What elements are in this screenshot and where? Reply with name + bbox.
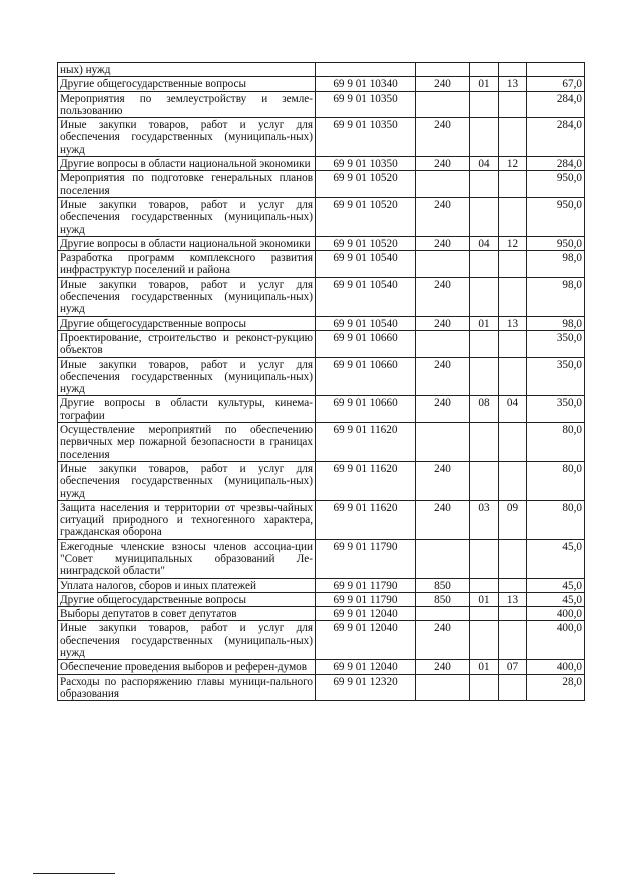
expense-name-cell: Другие общегосударственные вопросы [58,592,316,606]
target-code-cell: 69 9 01 10520 [316,197,416,236]
footnote-rule [33,873,115,874]
expense-type-cell: 240 [416,118,470,157]
expense-name-cell: Другие вопросы в области культуры, кинема-тографии [58,396,316,423]
expense-type-cell [416,171,470,198]
table-row [58,539,585,578]
amount-cell: 400,0 [527,621,585,660]
table-row [58,118,585,157]
table-row [58,357,585,396]
table-row [58,621,585,660]
target-code-cell: 69 9 01 10540 [316,316,416,330]
expense-type-cell [416,91,470,118]
amount-cell: 950,0 [527,197,585,236]
amount-cell: 80,0 [527,423,585,462]
amount-cell: 284,0 [527,118,585,157]
target-code-cell: 69 9 01 10540 [316,277,416,316]
subsection-cell: 13 [499,316,527,330]
expense-type-cell: 240 [416,621,470,660]
expense-type-cell: 240 [416,357,470,396]
subsection-cell [499,357,527,396]
section-cell [470,91,499,118]
subsection-cell [499,91,527,118]
amount-cell: 98,0 [527,316,585,330]
amount-cell: 284,0 [527,157,585,171]
section-cell: 01 [470,660,499,674]
section-cell [470,539,499,578]
subsection-cell: 12 [499,157,527,171]
table-row [58,171,585,198]
subsection-cell: 13 [499,77,527,91]
target-code-cell: 69 9 01 12040 [316,621,416,660]
section-cell [470,621,499,660]
section-cell [470,277,499,316]
amount-cell: 400,0 [527,660,585,674]
subsection-cell [499,171,527,198]
amount-cell: 350,0 [527,396,585,423]
expense-type-cell: 850 [416,578,470,592]
expense-type-cell: 240 [416,197,470,236]
table-row [58,396,585,423]
section-cell: 04 [470,157,499,171]
target-code-cell: 69 9 01 10350 [316,118,416,157]
table-row [58,674,585,701]
table-row [58,423,585,462]
target-code-cell: 69 9 01 11790 [316,592,416,606]
subsection-cell [499,251,527,278]
target-code-cell: 69 9 01 10340 [316,77,416,91]
target-code-cell: 69 9 01 12040 [316,660,416,674]
section-cell: 01 [470,316,499,330]
expense-name-cell: Обеспечение проведения выборов и референ-думов [58,660,316,674]
subsection-cell [499,63,527,77]
amount-cell: 45,0 [527,539,585,578]
section-cell [470,461,499,500]
amount-cell: 950,0 [527,236,585,250]
section-cell: 04 [470,236,499,250]
expense-type-cell [416,251,470,278]
expense-type-cell: 240 [416,660,470,674]
amount-cell: 45,0 [527,578,585,592]
table-row [58,578,585,592]
table-row [58,592,585,606]
subsection-cell [499,621,527,660]
budget-table-body [58,63,585,701]
expense-type-cell [416,674,470,701]
table-row [58,157,585,171]
expense-type-cell [416,423,470,462]
target-code-cell: 69 9 01 12320 [316,674,416,701]
expense-name-cell: Иные закупки товаров, работ и услуг для обеспечения государственных (муниципаль-ных) нужд [58,277,316,316]
budget-table [57,62,585,701]
subsection-cell [499,461,527,500]
expense-name-cell: Другие общегосударственные вопросы [58,316,316,330]
amount-cell: 80,0 [527,461,585,500]
expense-name-cell: Расходы по распоряжению главы муници-пального образования [58,674,316,701]
table-row [58,500,585,539]
table-row [58,77,585,91]
target-code-cell: 69 9 01 11620 [316,423,416,462]
table-row [58,197,585,236]
section-cell [470,674,499,701]
target-code-cell: 69 9 01 10350 [316,157,416,171]
section-cell: 01 [470,592,499,606]
subsection-cell [499,197,527,236]
amount-cell: 67,0 [527,77,585,91]
table-row [58,251,585,278]
section-cell [470,607,499,621]
subsection-cell: 13 [499,592,527,606]
target-code-cell: 69 9 01 10520 [316,171,416,198]
section-cell: 01 [470,77,499,91]
expense-name-cell: Ежегодные членские взносы членов ассоциа-ции "Совет муниципальных образований Ле-нинградской области" [58,539,316,578]
amount-cell: 400,0 [527,607,585,621]
expense-type-cell [416,63,470,77]
section-cell [470,118,499,157]
expense-name-cell: Разработка программ комплексного развития инфраструктур поселений и района [58,251,316,278]
expense-name-cell: Мероприятия по землеустройству и земле-пользованию [58,91,316,118]
subsection-cell [499,578,527,592]
section-cell [470,330,499,357]
expense-type-cell: 240 [416,461,470,500]
section-cell: 03 [470,500,499,539]
target-code-cell [316,63,416,77]
amount-cell: 284,0 [527,91,585,118]
expense-name-cell: ных) нужд [58,63,316,77]
expense-name-cell: Другие общегосударственные вопросы [58,77,316,91]
expense-name-cell: Иные закупки товаров, работ и услуг для обеспечения государственных (муниципаль-ных) нужд [58,197,316,236]
expense-name-cell: Иные закупки товаров, работ и услуг для обеспечения государственных (муниципаль-ных) нужд [58,621,316,660]
amount-cell: 45,0 [527,592,585,606]
expense-type-cell: 240 [416,500,470,539]
section-cell [470,197,499,236]
expense-type-cell: 240 [416,157,470,171]
section-cell [470,63,499,77]
table-row [58,91,585,118]
target-code-cell: 69 9 01 10660 [316,330,416,357]
section-cell [470,578,499,592]
expense-name-cell: Проектирование, строительство и реконст-рукцию объектов [58,330,316,357]
target-code-cell: 69 9 01 11620 [316,500,416,539]
table-row [58,330,585,357]
target-code-cell: 69 9 01 11790 [316,578,416,592]
expense-type-cell [416,539,470,578]
section-cell [470,251,499,278]
subsection-cell [499,118,527,157]
expense-type-cell: 850 [416,592,470,606]
subsection-cell: 12 [499,236,527,250]
expense-type-cell: 240 [416,316,470,330]
section-cell: 08 [470,396,499,423]
table-row [58,607,585,621]
section-cell [470,423,499,462]
target-code-cell: 69 9 01 10660 [316,357,416,396]
expense-type-cell [416,330,470,357]
amount-cell: 80,0 [527,500,585,539]
table-row [58,63,585,77]
amount-cell: 350,0 [527,330,585,357]
amount-cell: 98,0 [527,277,585,316]
table-row [58,660,585,674]
subsection-cell: 09 [499,500,527,539]
expense-name-cell: Иные закупки товаров, работ и услуг для обеспечения государственных (муниципаль-ных) нужд [58,118,316,157]
expense-type-cell: 240 [416,396,470,423]
subsection-cell: 07 [499,660,527,674]
expense-name-cell: Мероприятия по подготовке генеральных планов поселения [58,171,316,198]
amount-cell: 98,0 [527,251,585,278]
amount-cell: 950,0 [527,171,585,198]
subsection-cell [499,330,527,357]
subsection-cell [499,607,527,621]
target-code-cell: 69 9 01 11790 [316,539,416,578]
expense-name-cell: Иные закупки товаров, работ и услуг для обеспечения государственных (муниципаль-ных) нужд [58,461,316,500]
expense-name-cell: Выборы депутатов в совет депутатов [58,607,316,621]
table-row [58,236,585,250]
table-row [58,316,585,330]
expense-type-cell: 240 [416,236,470,250]
expense-type-cell: 240 [416,77,470,91]
target-code-cell: 69 9 01 10350 [316,91,416,118]
table-row [58,277,585,316]
target-code-cell: 69 9 01 10660 [316,396,416,423]
section-cell [470,171,499,198]
amount-cell: 28,0 [527,674,585,701]
target-code-cell: 69 9 01 12040 [316,607,416,621]
subsection-cell [499,539,527,578]
expense-name-cell: Осуществление мероприятий по обеспечению первичных мер пожарной безопасности в границах поселения [58,423,316,462]
expense-name-cell: Другие вопросы в области национальной экономики [58,157,316,171]
amount-cell: 350,0 [527,357,585,396]
expense-name-cell: Другие вопросы в области национальной экономики [58,236,316,250]
subsection-cell [499,674,527,701]
amount-cell [527,63,585,77]
expense-name-cell: Уплата налогов, сборов и иных платежей [58,578,316,592]
subsection-cell [499,277,527,316]
target-code-cell: 69 9 01 11620 [316,461,416,500]
subsection-cell [499,423,527,462]
expense-type-cell: 240 [416,277,470,316]
expense-type-cell [416,607,470,621]
target-code-cell: 69 9 01 10540 [316,251,416,278]
target-code-cell: 69 9 01 10520 [316,236,416,250]
expense-name-cell: Иные закупки товаров, работ и услуг для обеспечения государственных (муниципаль-ных) нужд [58,357,316,396]
subsection-cell: 04 [499,396,527,423]
section-cell [470,357,499,396]
expense-name-cell: Защита населения и территории от чрезвы-чайных ситуаций природного и техногенного характера, гражданская оборона [58,500,316,539]
table-row [58,461,585,500]
